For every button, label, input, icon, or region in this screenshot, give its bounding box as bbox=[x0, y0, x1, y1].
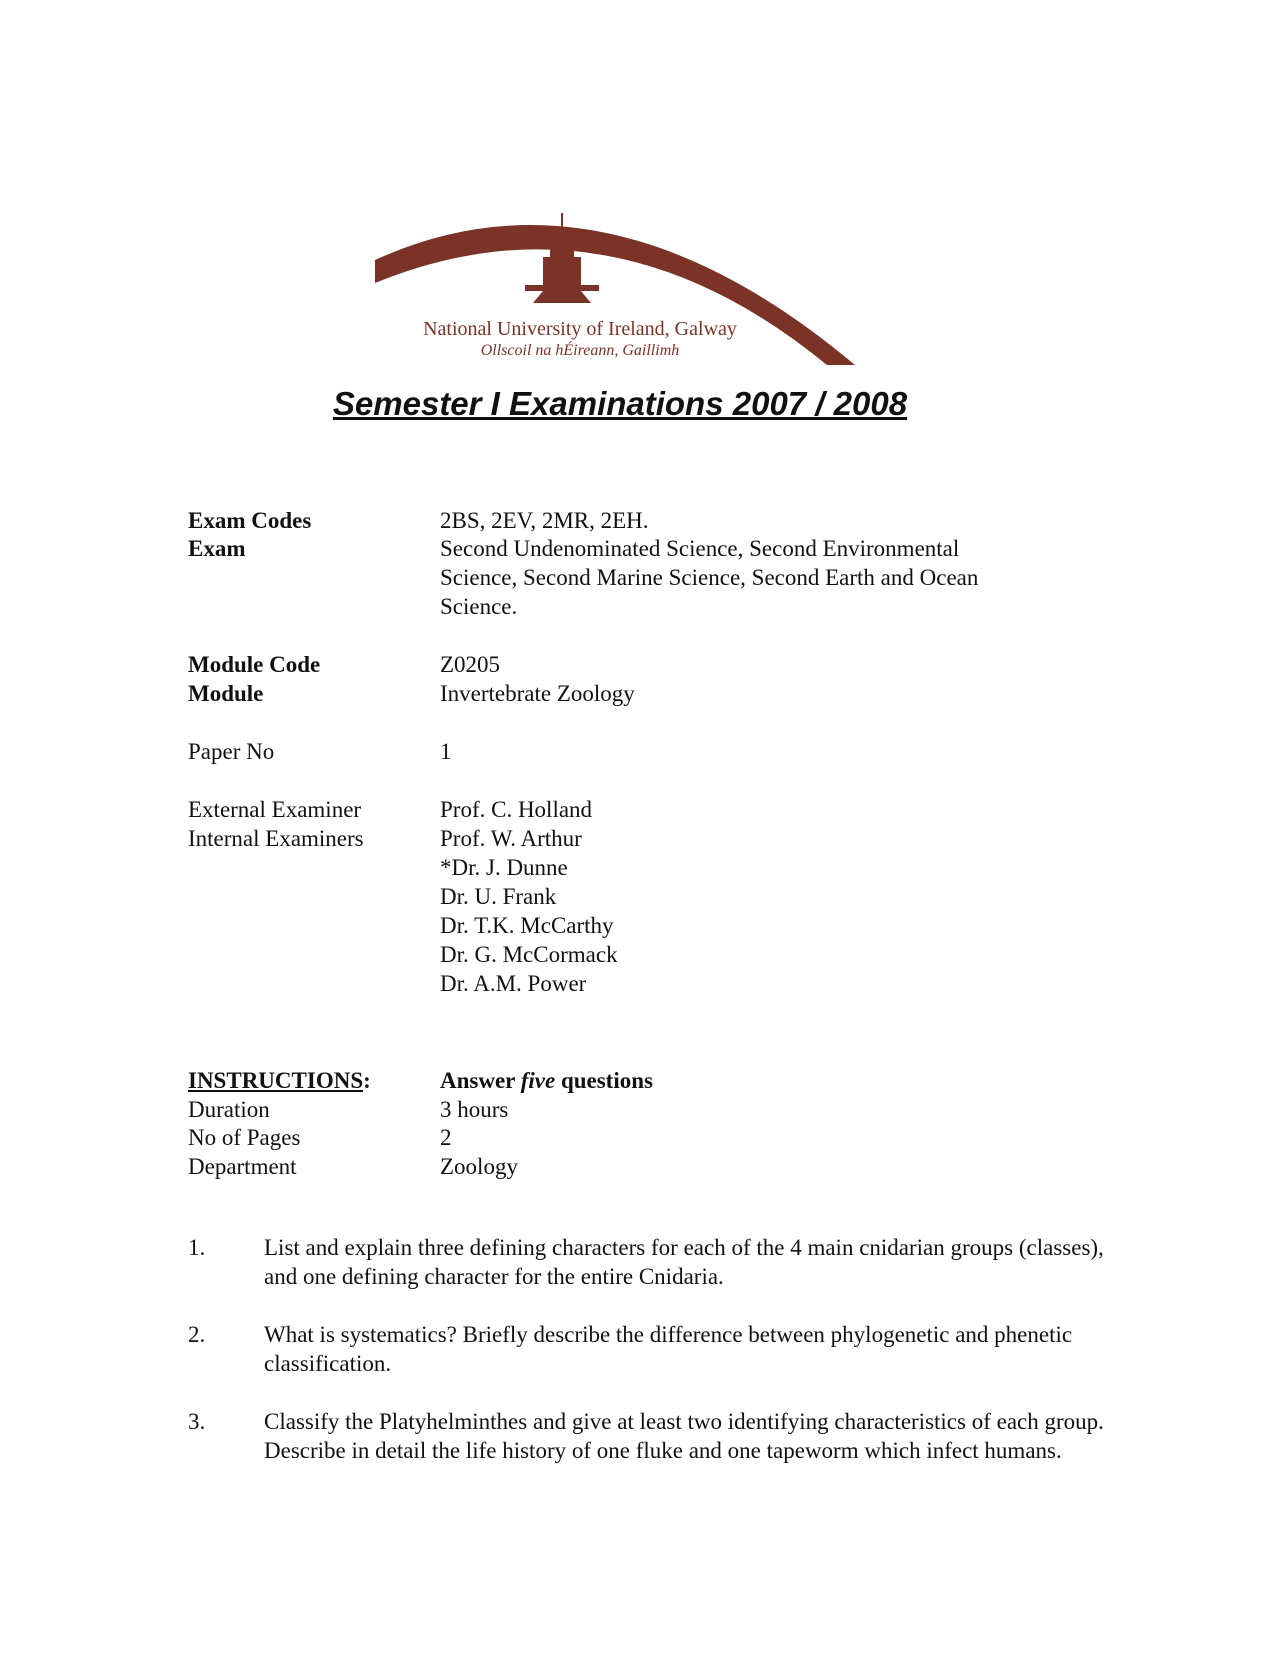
question-number: 3. bbox=[188, 1409, 206, 1434]
question-number: 1. bbox=[188, 1235, 206, 1260]
exam-value-line-3: Science. bbox=[440, 594, 518, 619]
internal-examiner: Prof. W. Arthur bbox=[440, 826, 582, 851]
exam-value-line-2: Science, Second Marine Science, Second Earth and Ocean bbox=[440, 565, 979, 590]
question-number: 2. bbox=[188, 1322, 206, 1347]
duration-label: Duration bbox=[188, 1097, 270, 1122]
answer-instruction bbox=[440, 1066, 653, 1095]
duration-value: 3 hours bbox=[440, 1097, 509, 1122]
instructions-heading bbox=[188, 1066, 371, 1095]
page-title: Semester I Examinations 2007 / 2008 bbox=[332, 385, 908, 422]
department-label: Department bbox=[188, 1154, 297, 1179]
question-text: Classify the Platyhelminthes and give at least two identifying characteristics of each group. Describe in detail the life history of one fluke and one tapeworm which infect humans. bbox=[264, 1409, 1104, 1463]
external-examiner-value: Prof. C. Holland bbox=[440, 797, 593, 822]
module-label: Module bbox=[188, 681, 264, 706]
internal-examiner: Dr. A.M. Power bbox=[440, 971, 587, 996]
paper-no-value: 1 bbox=[440, 739, 452, 764]
pages-label: No of Pages bbox=[188, 1125, 301, 1150]
pages-value: 2 bbox=[440, 1125, 452, 1150]
answer-emphasis: five bbox=[520, 1068, 556, 1093]
paper-no-label: Paper No bbox=[188, 739, 275, 764]
question-text: What is systematics? Briefly describe the difference between phylogenetic and phenetic classification. bbox=[264, 1322, 1073, 1376]
department-value: Zoology bbox=[440, 1154, 518, 1179]
internal-examiner: Dr. U. Frank bbox=[440, 884, 557, 909]
external-examiner-label: External Examiner bbox=[188, 797, 362, 822]
exam-value-line-1: Second Undenominated Science, Second Environmental bbox=[440, 536, 960, 561]
university-logo bbox=[375, 205, 855, 365]
module-code-label: Module Code bbox=[188, 652, 321, 677]
instructions-label: INSTRUCTIONS bbox=[188, 1068, 364, 1093]
internal-examiner: Dr. T.K. McCarthy bbox=[440, 913, 614, 938]
module-code-value: Z0205 bbox=[440, 652, 501, 677]
internal-examiner: *Dr. J. Dunne bbox=[440, 855, 568, 880]
question-text: List and explain three defining characters for each of the 4 main cnidarian groups (classes), and one defining character for the entire Cnidaria. bbox=[264, 1235, 1104, 1289]
exam-codes-value: 2BS, 2EV, 2MR, 2EH. bbox=[440, 508, 649, 533]
exam-label: Exam bbox=[188, 536, 246, 561]
instructions-colon: : bbox=[363, 1068, 371, 1093]
answer-suffix: questions bbox=[555, 1068, 653, 1093]
module-value: Invertebrate Zoology bbox=[440, 681, 635, 706]
internal-examiner: Dr. G. McCormack bbox=[440, 942, 618, 967]
answer-prefix: Answer bbox=[440, 1068, 521, 1093]
exam-codes-label: Exam Codes bbox=[188, 508, 312, 533]
logo-name-irish: Ollscoil na hÉireann, Gaillimh bbox=[480, 342, 680, 359]
logo-name-english: National University of Ireland, Galway bbox=[423, 318, 737, 340]
internal-examiners-label: Internal Examiners bbox=[188, 826, 364, 851]
